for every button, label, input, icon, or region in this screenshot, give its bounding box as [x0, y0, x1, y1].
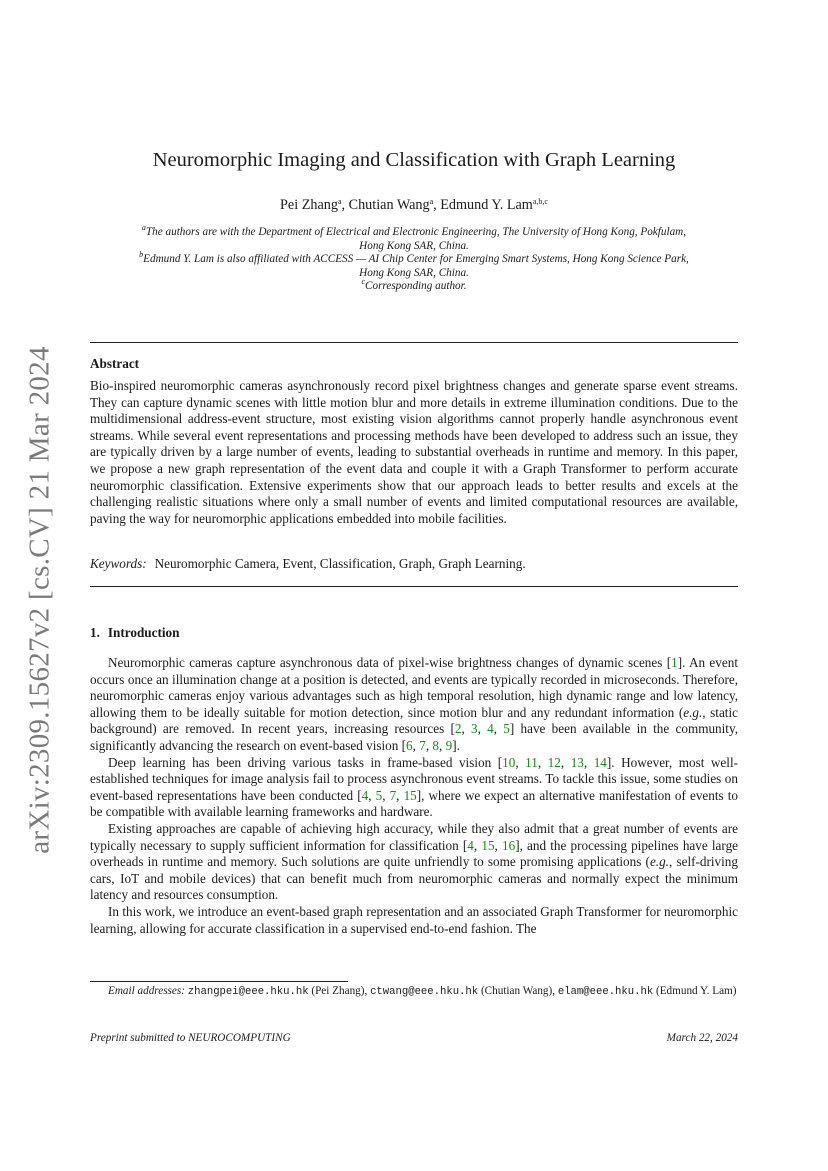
author-affil-mark: a — [337, 197, 342, 206]
citation-link[interactable]: 9 — [445, 737, 453, 753]
section-number: 1. — [90, 625, 100, 640]
introduction-body — [90, 655, 738, 937]
citation-link[interactable]: 11 — [525, 754, 538, 770]
citation-link[interactable]: 4 — [361, 787, 369, 803]
paper-title: Neuromorphic Imaging and Classification with Graph Learning — [152, 149, 676, 171]
author-name: Chutian Wang — [348, 197, 430, 213]
email-address[interactable]: ctwang@eee.hku.hk — [370, 986, 479, 998]
citation-link[interactable]: 2 — [454, 721, 462, 737]
email-footnote: Email addresses: zhangpei@eee.hku.hk (Pei Zhang), ctwang@eee.hku.hk (Chutian Wang), elam@eee.hku.hk (Edmund Y. Lam) — [108, 985, 737, 998]
arxiv-id-text: arXiv:2309.15627v2 [cs.CV] 21 Mar 2024 — [23, 346, 56, 854]
author-affil-mark: a — [429, 197, 434, 206]
footnote-rule — [90, 981, 348, 982]
citation-link[interactable]: 7 — [419, 737, 426, 753]
email-address[interactable]: elam@eee.hku.hk — [557, 986, 654, 998]
author-name: Pei Zhang — [280, 197, 338, 213]
intro-paragraph: Deep learning has been driving various tasks in frame-based vision [10, 11, 12, 13, 14]. However, most well-established techniques for image analysis fail to process asynchronous event streams. To tackle this issue, some studies on event-based representations have been conducted [4, 5, 7, 15], where we expect an alternative manifestation of events to be compatible with available learning frameworks and hardware. — [90, 754, 739, 820]
abstract-text: Bio-inspired neuromorphic cameras asynchronously record pixel brightness changes and generate sparse event streams. They can capture dynamic scenes with little motion blur and more details in extreme illumination conditions. Due to the multidimensional address-event structure, most existing vision algorithms cannot properly handle asynchronous event streams. While several event representations and processing methods have been developed to address such an issue, they are typically driven by a large number of events, leading to substantial overheads in runtime and memory. In this paper, we propose a new graph representation of the event data and couple it with a Graph Transformer to perform accurate neuromorphic classification. Extensive experiments show that our approach leads to better results and excels at the challenging realistic situations where only a small number of events and limited computational resources are available, paving the way for neuromorphic applications embedded into mobile facilities. — [90, 378, 738, 526]
keywords — [90, 556, 738, 572]
citation-link[interactable]: 4 — [467, 837, 474, 853]
intro-paragraph: Existing approaches are capable of achieving high accuracy, while they also admit that a great number of events are typically necessary to supply sufficient information for classification [4, 15, 16], and the processing pipelines have large overheads in runtime and memory. Such solutions are quite unfriendly to some promising applications (e.g., self-driving cars, IoT and mobile devices) that can benefit much from neuromorphic cameras and normally expect the minimum latency and resources consumption. — [90, 820, 739, 903]
citation-link[interactable]: 5 — [503, 721, 510, 737]
author-affil-mark: a,b,c — [532, 197, 548, 206]
section-heading — [90, 625, 179, 641]
citation-link[interactable]: 15 — [403, 787, 417, 803]
email-address[interactable]: zhangpei@eee.hku.hk — [187, 986, 309, 998]
keywords-text: Neuromorphic Camera, Event, Classification, Graph, Graph Learning. — [154, 556, 526, 571]
intro-paragraph: Neuromorphic cameras capture asynchronous data of pixel-wise brightness changes of dynamic scenes [1]. An event occurs once an illumination change at a position is detected, and events are typically recorded in microseconds. Therefore, neuromorphic cameras enjoy various advantages such as high temporal resolution, high dynamic range and low latency, allowing them to be ideally suitable for motion detection, since motion blur and any redundant information (e.g., static background) are removed. In recent years, increasing resources [2, 3, 4, 5] have been available in the community, significantly advancing the research on event-based vision [6, 7, 8, 9]. — [90, 655, 739, 753]
citation-link[interactable]: 10 — [502, 754, 516, 770]
footnote-label: Email addresses: — [108, 985, 185, 997]
affiliation-a: $^a$The authors are with the Department of Electrical and Electronic Engineering, The University of Hong Kong, Pokfulam, Hong Kong SAR, China. — [141, 223, 687, 252]
citation-link[interactable]: 14 — [593, 754, 607, 770]
citation-link[interactable]: 4 — [487, 721, 494, 737]
citation-link[interactable]: 15 — [481, 837, 495, 853]
preprint-note: Preprint submitted to NEUROCOMPUTING — [90, 1032, 291, 1044]
abstract-heading: Abstract — [90, 356, 140, 371]
citation-link[interactable]: 1 — [671, 655, 678, 670]
citation-link[interactable]: 3 — [471, 721, 478, 737]
top-rule — [90, 342, 738, 343]
affiliation-b: $^b$Edmund Y. Lam is also affiliated with ACCESS — AI Chip Center for Emerging Smart Systems, Hong Kong Science Park, Hong Kong SAR, China. — [139, 250, 689, 279]
intro-paragraph: In this work, we introduce an event-based graph representation and an associated Graph Transformer for neuromorphic learning, allowing for accurate classification in a supervised end-to-end fashion. The — [90, 903, 738, 936]
citation-link[interactable]: 13 — [570, 754, 584, 770]
citation-link[interactable]: 5 — [375, 787, 383, 803]
bottom-rule — [90, 586, 738, 587]
citation-link[interactable]: 16 — [502, 837, 516, 853]
arxiv-watermark — [22, 0, 58, 1171]
citation-link[interactable]: 6 — [406, 737, 413, 753]
author-list: Pei Zhang$^a$, Chutian Wang$^a$, Edmund Y. Lam$^{a,b,c}$ — [280, 197, 548, 213]
citation-link[interactable]: 12 — [547, 754, 561, 770]
preprint-date: March 22, 2024 — [666, 1032, 738, 1044]
section-title: Introduction — [107, 625, 180, 640]
author-name: Edmund Y. Lam — [440, 197, 533, 213]
affiliation-c: $^c$Corresponding author. — [361, 277, 467, 292]
citation-link[interactable]: 8 — [432, 737, 439, 753]
citation-link[interactable]: 7 — [389, 787, 397, 803]
keywords-label: Keywords: — [90, 556, 147, 571]
